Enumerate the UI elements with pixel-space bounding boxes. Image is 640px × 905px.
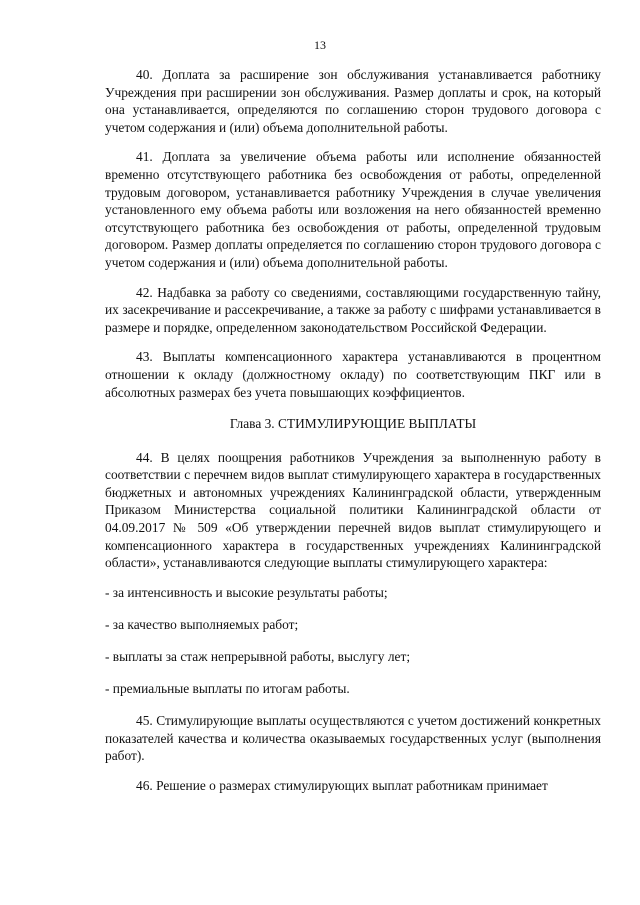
- paragraph-45: 45. Стимулирующие выплаты осуществляются с учетом достижений конкретных показателей качества и количества оказываемых государственных услуг (выполнения работ).: [105, 713, 601, 764]
- payments-list: [105, 584, 601, 698]
- paragraph-41: 41. Доплата за увеличение объема работы или исполнение обязанностей временно отсутствующего работника без освобождения от работы, определенной трудовым договором, устанавливается работнику Учреждения в случае увеличения установленного ему объема работы или возложения на него обязанностей временно отсутствующего работника без освобождения от работы, определенной трудовым договором. Размер доплаты определяется по соглашению сторон трудового договора с учетом содержания и (или) объема дополнительной работы.: [105, 149, 601, 270]
- list-item: - за интенсивность и высокие результаты работы;: [105, 584, 388, 600]
- document-body: [105, 66, 601, 795]
- chapter-3-heading: Глава 3. СТИМУЛИРУЮЩИЕ ВЫПЛАТЫ: [229, 416, 477, 432]
- paragraph-44: 44. В целях поощрения работников Учреждения за выполненную работу в соответствии с перечнем видов выплат стимулирующего характера в государственных бюджетных и автономных учреждениях Калининградской области, утвержденным Приказом Министерства социальной политики Калининградской области от 04.09.2017 № 509 «Об утверждении перечней видов выплат стимулирующего и компенсационного характера в государственных учреждениях Калининградской области», устанавливаются следующие выплаты стимулирующего характера:: [105, 449, 601, 571]
- page-number: 13: [314, 38, 326, 52]
- list-item: - за качество выполняемых работ;: [105, 616, 299, 632]
- list-item: - выплаты за стаж непрерывной работы, выслугу лет;: [105, 649, 411, 665]
- paragraph-46: 46. Решение о размерах стимулирующих выплат работникам принимает: [136, 778, 548, 793]
- list-item: - премиальные выплаты по итогам работы.: [105, 681, 350, 697]
- paragraph-42: 42. Надбавка за работу со сведениями, составляющими государственную тайну, их засекречивание и рассекречивание, а также за работу с шифрами устанавливается в размере и порядке, определенном законодательством Российской Федерации.: [105, 284, 601, 335]
- paragraph-40: 40. Доплата за расширение зон обслуживания устанавливается работнику Учреждения при расширении зон обслуживания. Размер доплаты и срок, на который она устанавливается, определяются по соглашению сторон трудового договора с учетом содержания и (или) объема дополнительной работы.: [105, 67, 601, 135]
- paragraph-43: 43. Выплаты компенсационного характера устанавливаются в процентном отношении к окладу (должностному окладу) по соответствующим ПКГ или в абсолютных размерах без учета повышающих коэффициентов.: [105, 349, 601, 400]
